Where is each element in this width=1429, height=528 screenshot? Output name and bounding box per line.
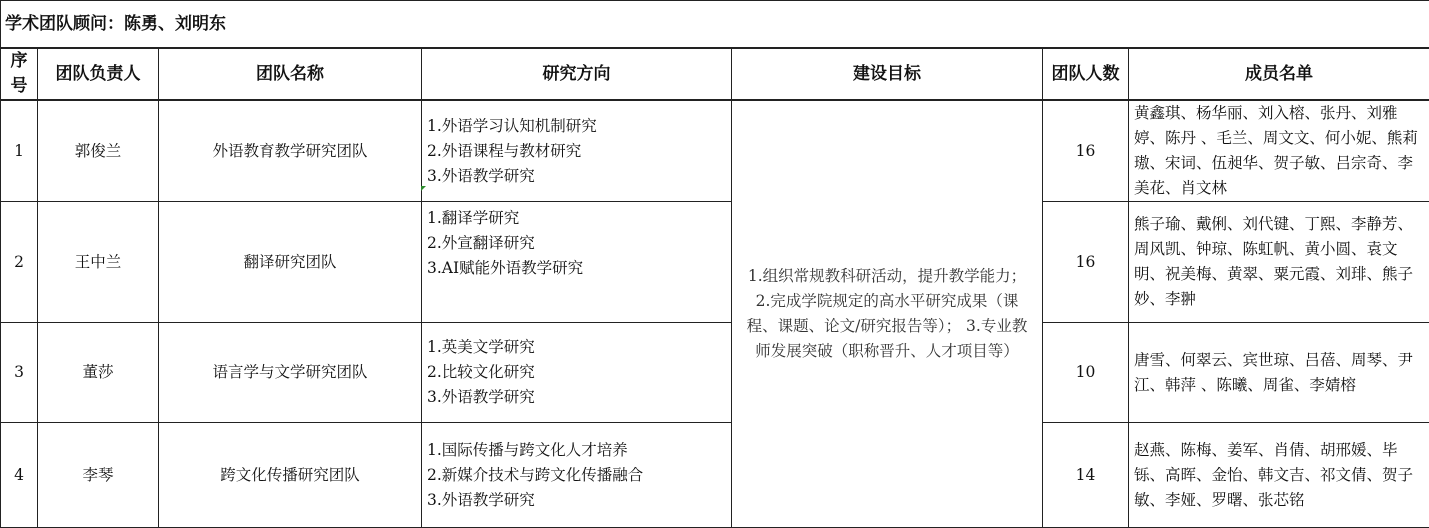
row-members[interactable]: 赵燕、陈梅、姜军、肖倩、胡邢媛、毕铄、高晖、金怡、韩文吉、祁文倩、贺子敏、李娅、罗曙、张芯铭 [1129,423,1429,528]
direction-item: 1.外语学习认知机制研究 [427,114,727,139]
header-team-name[interactable]: 团队名称 [159,48,422,100]
header-leader[interactable]: 团队负责人 [38,48,159,100]
row-count[interactable]: 16 [1043,100,1129,202]
direction-item: 1.国际传播与跨文化人才培养 [427,438,727,463]
header-members[interactable]: 成员名单 [1129,48,1429,100]
direction-item: 3.AI赋能外语教学研究 [427,256,727,281]
direction-item: 3.外语教学研究 [427,385,727,410]
row-team-name[interactable]: 跨文化传播研究团队 [159,423,422,528]
row-members[interactable]: 唐雪、何翠云、宾世琼、吕蓓、周琴、尹江、韩萍 、陈曦、周雀、李婧榕 [1129,323,1429,423]
direction-item: 2.比较文化研究 [427,360,727,385]
row-directions[interactable] [422,423,732,528]
row-no[interactable]: 1 [1,100,38,202]
row-team-name[interactable]: 翻译研究团队 [159,202,422,323]
direction-item: 1.翻译学研究 [427,206,727,231]
direction-item: 3.外语教学研究 [427,488,727,513]
row-leader[interactable]: 郭俊兰 [38,100,159,202]
table-row [1,423,1429,528]
table-row [1,202,1429,323]
row-directions[interactable] [422,202,732,323]
table-row [1,100,1429,202]
goal-cell[interactable]: 1.组织常规教科研活动，提升教学能力； 2.完成学院规定的高水平研究成果（课程、课题、论文/研究报告等）； 3.专业教师发展突破（职称晋升、人才项目等） [732,100,1043,528]
header-row [1,48,1429,100]
row-no[interactable]: 2 [1,202,38,323]
row-directions[interactable] [422,100,732,202]
row-leader[interactable]: 董莎 [38,323,159,423]
row-members[interactable]: 黄鑫琪、杨华丽、刘入榕、张丹、刘雅婷、陈丹 、毛兰、周文文、何小妮、熊莉璈、宋词、伍昶华、贺子敏、吕宗奇、李美花、肖文林 [1129,100,1429,202]
header-no[interactable]: 序号 [1,48,38,100]
sheet-title[interactable]: 学术团队顾问：陈勇、刘明东 [1,1,1429,49]
row-count[interactable]: 16 [1043,202,1129,323]
direction-item: 2.外语课程与教材研究 [427,139,727,164]
row-no[interactable]: 3 [1,323,38,423]
row-count[interactable]: 14 [1043,423,1129,528]
direction-item: 3.外语教学研究 [427,164,727,189]
cell-comment-indicator-icon [421,186,426,191]
row-team-name[interactable]: 语言学与文学研究团队 [159,323,422,423]
direction-item: 2.新媒介技术与跨文化传播融合 [427,463,727,488]
header-count[interactable]: 团队人数 [1043,48,1129,100]
row-no[interactable]: 4 [1,423,38,528]
header-direction[interactable]: 研究方向 [422,48,732,100]
row-leader[interactable]: 王中兰 [38,202,159,323]
table-row [1,323,1429,423]
header-goal[interactable]: 建设目标 [732,48,1043,100]
row-members[interactable]: 熊子瑜、戴俐、刘代键、丁熙、李静芳、周风凯、钟琼、陈虹帆、黄小圆、袁文明、祝美梅、黄翠、粟元霞、刘琲、熊子妙、李翀 [1129,202,1429,323]
row-count[interactable]: 10 [1043,323,1129,423]
direction-item: 1.英美文学研究 [427,335,727,360]
row-leader[interactable]: 李琴 [38,423,159,528]
row-directions[interactable] [422,323,732,423]
row-team-name[interactable]: 外语教育教学研究团队 [159,100,422,202]
direction-item: 2.外宣翻译研究 [427,231,727,256]
title-row [1,1,1429,49]
